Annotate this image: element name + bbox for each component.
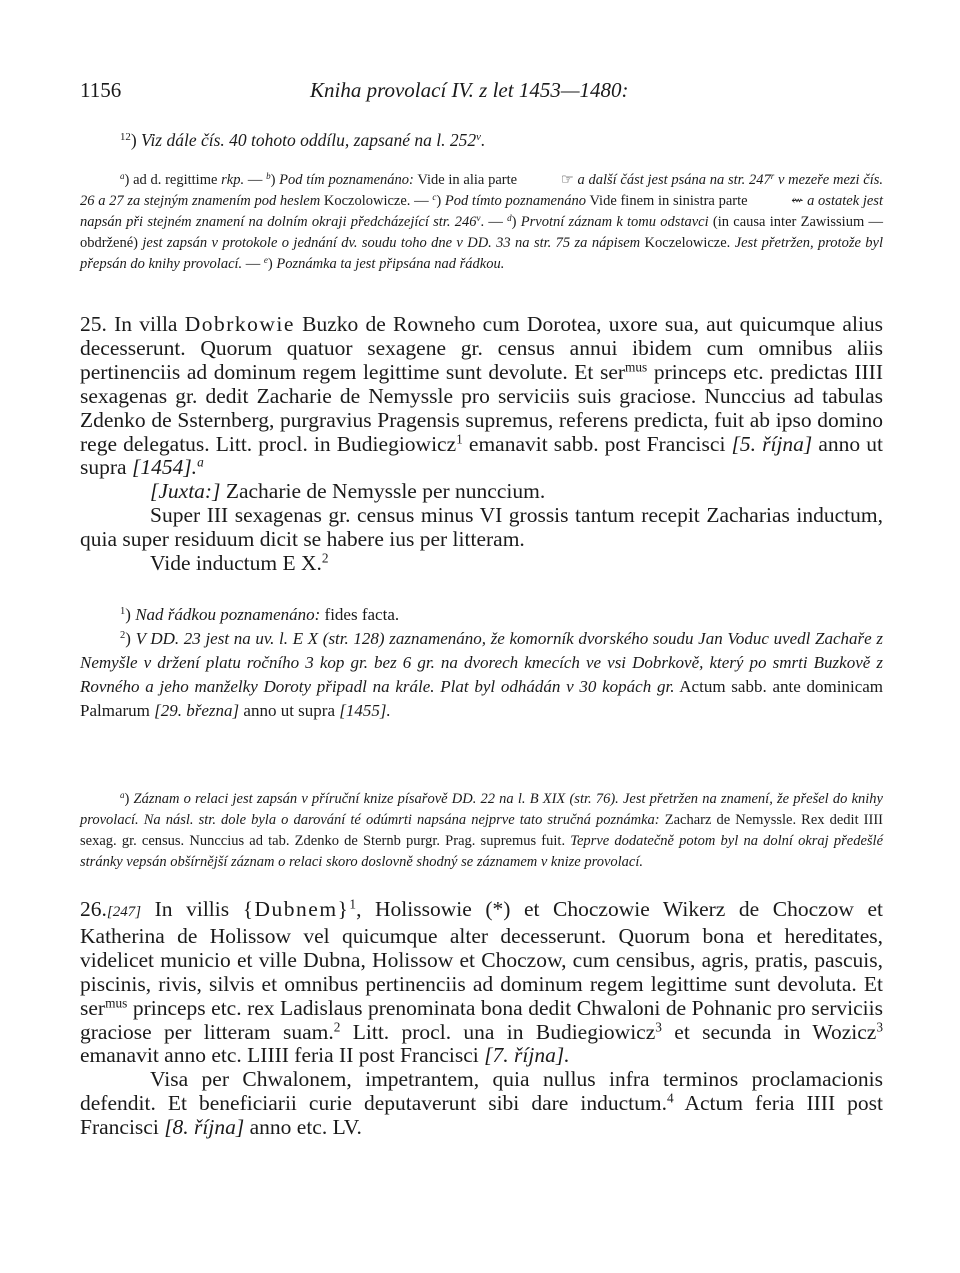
note-12-number: 12 <box>120 131 131 144</box>
note-b-italic-2: a další část jest psána na str. 247 <box>577 172 771 188</box>
note-b-text-2: Koczolowicze. <box>323 193 411 209</box>
entry-26-sup-3b: 3 <box>876 1019 884 1035</box>
entry-26-text-1: In villis <box>154 897 230 921</box>
footnote-a-italic-2: Teprve dodatečně potom byl na dolní okraj předešlé stránky vepsán obšírnější záznam o relaci skoro doslovně shodný se záznamem v knize provolací. <box>80 833 884 870</box>
entry-25-date-1: [5. října] <box>731 431 813 456</box>
footnote-2-italic: V DD. 23 jest na uv. l. E X (str. 128) zaznamenáno, že komorník dvorského soudu Jan Voduc uvedl Zachaře z Nemyšle v držení platu ročního 3 kop gr. bez 6 gr. na dvorech kmecích ve vsi Dobrkově, který po smrti Buzkově z Rovného a jeho manželky Doroty připadl na krále. Plat byl odhádán v 30 kopách gr. <box>80 629 883 696</box>
entry-25-place: Dobrkowie <box>184 312 295 336</box>
note-12: $^{12}$) Viz dále čís. 40 tohoto oddílu, zapsané na l. 252$^v$. <box>120 130 486 150</box>
footnote-a-mark: a <box>120 790 125 801</box>
footnote-1-number: 1 <box>120 606 126 618</box>
running-title: Kniha provolací IV. z let 1453—1480: <box>310 78 629 102</box>
entry-26-text-4: Litt. procl. una in Budiegiowicz <box>352 1019 656 1044</box>
note-c-italic: Pod tímto poznamenáno <box>444 193 586 209</box>
entry-25-text-4: emanavit sabb. post Francisci <box>468 431 726 456</box>
entry-26-number: 26. <box>80 897 107 921</box>
entry-25 <box>80 313 883 576</box>
note-e-mark: e <box>263 255 268 266</box>
note-b-italic-3: v mezeře mezi čís. 26 a 27 za stejným znamením pod heslem <box>80 172 884 209</box>
entry-26-actum-text: Actum feria IIII post Francisci <box>80 1091 883 1140</box>
entry-26-sup-1: 1 <box>349 896 357 912</box>
footnote-2-date-2: [1455]. <box>339 701 391 720</box>
footnote-2-text: Actum sabb. ante dominicam Palmarum <box>80 677 884 720</box>
entry-25-date-2: [1454]. <box>131 455 198 480</box>
entry-26-page-ref: [247] <box>106 904 142 920</box>
footnote-2-date-1: [29. března] <box>154 701 240 720</box>
footnote-2-text-2: anno ut supra <box>243 701 335 720</box>
entry-26 <box>80 898 883 1140</box>
entry-25-sup-1: 1 <box>456 431 463 447</box>
note-12-sup: v <box>476 131 481 144</box>
page-header <box>80 78 880 104</box>
note-d-italic-3: Jest přetržen, protože byl přepsán do knihy provolací. <box>80 235 884 272</box>
entry-25-notes: $^1$) Nad řádkou poznamenáno: fides facta. $^2$) V DD. 23 jest na uv. l. E X (str. 128) zaznamenáno, že komorník dvorského soudu Jan Voduc uvedl Zachaře z Nemyšle v držení platu ročního 3 kop gr. bez 6 gr. na dvorech kmecích ve vsi Dobrkově, který po smrti Buzkově z Rovného a jeho manželky Doroty připadl na krále. Plat byl odhádán v 30 kopách gr. Actum sabb. ante dominicam Palmarum [29. března] anno ut supra [1455]. <box>80 605 884 720</box>
footnote-1-italic: Nad řádkou poznamenáno: <box>135 605 321 624</box>
note-e-italic: Poznámka ta jest připsána nad řádkou. <box>276 256 505 272</box>
entry-25-number: 25. <box>80 312 107 336</box>
top-notes: $^a$) ad d. regittime rkp. — $^b$) Pod tím poznamenáno: Vide in alia parte ☞ a další část jest psána na str. 247$^r$ v mezeře mezi čís. 26 a 27 za stejným znamením pod heslem Koczolowicze. — $^c$) Pod tímto poznamenáno Vide finem in sinistra parte ⇜ a ostatek jest napsán při stejném znamení na dolním okraji předcházející str. 246$^v$. — $^d$) Prvotní záznam k tomu odstavci (in causa inter Zawissium — obdržené) jest zapsán v protokole o jednání dv. soudu toho dne v DD. 33 na str. 75 za nápisem Koczelowicze. Jest přetržen, protože byl přepsán do knihy provolací. — $^e$) Poznámka ta jest připsána nad řádkou. <box>80 171 884 272</box>
note-a-text: ad d. regittime <box>133 172 218 188</box>
note-d-text-2: Koczelowicze. <box>644 235 731 251</box>
footnote-2-number: 2 <box>120 630 126 642</box>
entry-26-place: {Dubnem} <box>242 897 350 921</box>
scribal-mark-icon: ⇜ <box>791 193 804 209</box>
footnote-a-text: Zacharz de Nemyssle. Rex dedit IIII sexag. gr. census. Nunccius ad tab. Zdenko de Sternb purgr. Prag. supremus fuit. <box>80 812 883 849</box>
note-d-text: (in causa inter Zawissium — obdržené) <box>80 214 884 251</box>
footnote-a-italic: Záznam o relaci jest zapsán v příruční knize písařově DD. 22 na l. B XIX (str. 76). Jest přetržen na znamení, že přešel do knihy provolací. Na násl. str. dole byla o darování té odúmrti napsána nejprve tato stručná poznámka: <box>80 791 883 828</box>
note-d-italic: Prvotní záznam k tomu odstavci <box>520 214 709 230</box>
entry-25-sup-a: a <box>197 455 204 471</box>
note-c-mark: c <box>432 192 437 203</box>
entry-26-text-3: princeps etc. rex Ladislaus prenominata bona dedit Chwaloni de Pohnanic pro serviciis graciose per litteram suam. <box>80 995 883 1044</box>
entry-26-actum-text-2: anno etc. LV. <box>249 1115 362 1140</box>
entry-26-date-1: [7. října]. <box>484 1043 570 1068</box>
entry-25-sup-2: 2 <box>321 550 329 566</box>
note-12-text: Viz dále čís. 40 tohoto oddílu, zapsané na l. 252 <box>141 130 477 150</box>
note-a-italic: rkp. <box>221 172 245 188</box>
entry-25-juxta: [Juxta:] <box>150 479 221 504</box>
entry-25-vide-text: Vide inductum E X. <box>150 551 322 576</box>
entry-25-text-1: In villa <box>114 312 178 336</box>
note-d-italic-2: jest zapsán v protokole o jednání dv. soudu toho dne v DD. 33 na str. 75 za nápisem <box>142 235 641 251</box>
note-12-end: . <box>480 130 486 150</box>
entry-26-visa-text: Visa per Chwalonem, impetrantem, quia nullus infra terminos proclamacionis defendit. Et beneficiarii curie deputaverunt sibi dare inductum. <box>80 1067 883 1116</box>
note-c-italic-2: a ostatek jest napsán při stejném znamení na dolním okraji předcházející str. 246 <box>80 193 883 230</box>
entry-26-date-2: [8. října] <box>164 1115 245 1140</box>
entry-25-text-2: Buzko de Rowneho cum Dorotea, uxore sua, aut quicumque alius decesserunt. Quorum quatuor sexagene gr. census annui ibidem cum omnibus aliis pertinenciis ad dominum regem legittime sunt devolute. Et ser <box>80 312 884 384</box>
entry-25-super-text: Super III sexagenas gr. census minus VI grossis tantum recepit Zacharias inductum, quia super residuum dicit se habere ius per litteram. <box>80 503 883 552</box>
note-b-text: Vide in alia parte <box>417 172 518 188</box>
entry-26-sup-4: 4 <box>666 1090 674 1106</box>
note-c-sup: v <box>476 213 481 224</box>
pointing-hand-icon: ☞ <box>560 172 574 188</box>
entry-26-text-2: , Holissowie (*) et Choczowie Wikerz de Choczow et Katherina de Holissow vel quicumque alter decesserunt. Quorum bona et hereditates, videlicet municio et ville Dubna, Holissow et Choczow, cum censibus, agris, pratis, pascuis, piscinis, rivis, silvis et omnibus pertinenciis ad dominum regem legittime sunt devoluta. Et ser <box>80 897 884 1020</box>
note-d-mark: d <box>507 213 512 224</box>
entry-25-text-3: princeps etc. predictas IIII sexagenas gr. dedit Zacharie de Nemyssle pro serviciis suis graciose. Nunccius ad tabulas Zdenko de Ssternberg, purgravius Pragensis supremus, referens predicta, fuit ab ipso domino rege delegatus. Litt. procl. in Budiegiowicz <box>80 359 883 456</box>
entry-25-sup-mus: mus <box>625 359 648 375</box>
page-number: 1156 <box>80 78 122 102</box>
entry-25-footnote-a: $^a$) Záznam o relaci jest zapsán v příruční knize písařově DD. 22 na l. B XIX (str. 76). Jest přetržen na znamení, že přešel do knihy provolací. Na násl. str. dole byla o darování té odúmrti napsána nejprve tato stručná poznámka: Zacharz de Nemyssle. Rex dedit IIII sexag. gr. census. Nunccius ad tab. Zdenko de Sternb purgr. Prag. supremus fuit. Teprve dodatečně potom byl na dolní okraj předešlé stránky vepsán obšírnější záznam o relaci skoro doslovně shodný se záznamem v knize provolací. <box>80 790 884 870</box>
entry-26-sup-3a: 3 <box>655 1019 662 1035</box>
entry-25-text-5: anno ut supra <box>80 431 883 480</box>
note-a-mark: a <box>120 171 125 182</box>
note-c-text: Vide finem in sinistra parte <box>589 193 748 209</box>
footnote-1-text: fides facta. <box>324 605 400 624</box>
note-b-italic: Pod tím poznamenáno: <box>279 172 414 188</box>
entry-26-sup-2: 2 <box>333 1019 341 1035</box>
note-b-mark: b <box>266 171 271 182</box>
entry-26-sup-mus: mus <box>105 995 128 1011</box>
note-b-sup: r <box>770 171 775 182</box>
entry-25-juxta-text: Zacharie de Nemyssle per nunccium. <box>225 479 546 504</box>
entry-26-text-5: et secunda in Wozicz <box>674 1019 877 1044</box>
entry-26-text-6: emanavit anno etc. LIIII feria II post Francisci <box>80 1043 479 1068</box>
